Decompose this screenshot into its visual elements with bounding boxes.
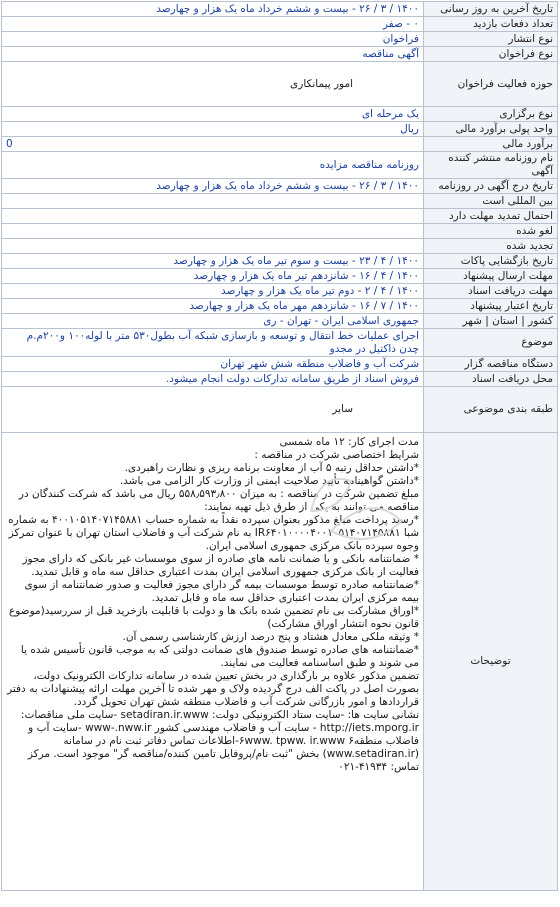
row-label: تاریخ اعتبار پیشنهاد bbox=[424, 299, 558, 314]
row-value bbox=[2, 194, 424, 209]
row-label: واحد پولی برآورد مالی bbox=[424, 122, 558, 137]
row-value: اجرای عملیات خط انتقال و توسعه و بازسازی شبکه آب بطول۵۳۰ متر با لوله۱۰۰ و۲۰۰م.م چدن داکتیل در مجدو bbox=[2, 329, 424, 357]
info-row bbox=[2, 107, 558, 122]
info-row bbox=[2, 62, 558, 107]
info-row bbox=[2, 387, 558, 433]
info-row bbox=[2, 269, 558, 284]
info-row bbox=[2, 32, 558, 47]
row-value: ۱۴۰۰ / ۳ / ۲۶ - بیست و ششم خرداد ماه یک هزار و چهارصد bbox=[2, 2, 424, 17]
row-label: مهلت دریافت اسناد bbox=[424, 284, 558, 299]
row-value: ۱۴۰۰ / ۳ / ۲۶ - بیست و ششم خرداد ماه یک هزار و چهارصد bbox=[2, 179, 424, 194]
row-value: شرکت آب و فاضلاب منطقه شش شهر تهران bbox=[2, 357, 424, 372]
row-label: نام روزنامه منتشر کننده آگهی bbox=[424, 152, 558, 179]
info-row bbox=[2, 47, 558, 62]
row-label: موضوع bbox=[424, 329, 558, 357]
description-line: *داشتن گواهینامه تأیید صلاحیت ایمنی از وزارت کار الزامی می باشد. bbox=[119, 475, 419, 487]
row-value: روزنامه مناقصه مزایده bbox=[2, 152, 424, 179]
row-label: احتمال تمدید مهلت دارد bbox=[424, 209, 558, 224]
row-label: نوع انتشار bbox=[424, 32, 558, 47]
description-line: * ضمانتنامه بانکی و یا ضمانت نامه های صادره از سوی موسسات غیر بانکی که دارای مجوز فعالیت از بانک مرکزی جمهوری اسلامی ایران بمدت اعتباری حداقل سه ماه و قابل تمدید. bbox=[22, 553, 419, 578]
description-line: نشانی سایت ها: -سایت ستاد الکترونیکی دولت: setadiran.ir.www -سایت ملی مناقصات: http://iets.mporg.ir - سایت آب و فاضلاب مهندسی کشور www-.nww.ir -سایت آب و فاضلاب منطقه۶ ۶www. tpww. ir.www-اطلاعات تماس دفاتر ثبت نام در سامانه (www.setadiran.ir) بخش "ثبت نام/پروفایل تامین کننده/مناقصه گر" موجود است. مرکز تماس: ۴۱۹۳۴-۰۲۱ bbox=[20, 709, 419, 773]
info-row bbox=[2, 194, 558, 209]
row-label: دستگاه مناقصه گزار bbox=[424, 357, 558, 372]
row-label: نوع فراخوان bbox=[424, 47, 558, 62]
description-line: مدت اجرای کار: ۱۲ ماه شمسی bbox=[279, 436, 419, 448]
row-value: سایر bbox=[2, 387, 424, 433]
tender-details-table-wrap bbox=[1, 1, 558, 891]
row-label: حوزه فعالیت فراخوان bbox=[424, 62, 558, 107]
tender-details-table bbox=[1, 1, 558, 891]
description-line: تضمین مذکور علاوه بر بارگذاری در بخش تعیین شده در سامانه تدارکات الکترونیک دولت، بصورت اصل در پاکت الف درج گردیده ولاک و مهر شده تا آخرین مهلت ارائه پیشنهادات به دفتر قراردادها و امور بازرگانی شرکت آب و فاضلاب منطقه شش تهران تحویل گردد. bbox=[7, 670, 419, 708]
row-value: امور پیمانکاری bbox=[2, 62, 424, 107]
row-value: 0 bbox=[2, 137, 424, 152]
info-row bbox=[2, 152, 558, 179]
info-row bbox=[2, 329, 558, 357]
row-label: تعداد دفعات بازدید bbox=[424, 17, 558, 32]
info-row bbox=[2, 239, 558, 254]
info-row bbox=[2, 284, 558, 299]
row-label: مهلت ارسال پیشنهاد bbox=[424, 269, 558, 284]
info-row bbox=[2, 357, 558, 372]
description-line: *ضمانتنامه صادره توسط موسسات بیمه گر دارای مجوز فعالیت و صدور ضمانتنامه از سوی بیمه مرکزی ایران بمدت اعتباری حداقل سه ماه و قابل تمدید. bbox=[24, 579, 419, 604]
info-row bbox=[2, 209, 558, 224]
description-line: *داشتن حداقل رتبه ۵ آب از معاونت برنامه ریزی و نظارت راهبردی. bbox=[124, 462, 419, 474]
row-label: برآورد مالی bbox=[424, 137, 558, 152]
row-value: فروش اسناد از طریق سامانه تدارکات دولت انجام میشود. bbox=[2, 372, 424, 387]
row-value: ریال bbox=[2, 122, 424, 137]
row-label: طبقه بندی موضوعی bbox=[424, 387, 558, 433]
description-line: * وثیقه ملکی معادل هشتاد و پنج درصد ارزش کارشناسی رسمی آن. bbox=[122, 631, 419, 643]
row-label: تاریخ درج آگهی در روزنامه bbox=[424, 179, 558, 194]
info-row bbox=[2, 254, 558, 269]
row-label: لغو شده bbox=[424, 224, 558, 239]
row-value: ۰ - صفر bbox=[2, 17, 424, 32]
description-label: توضیحات bbox=[424, 433, 558, 891]
row-value: ۱۴۰۰ / ۴ / ۲۳ - بیست و سوم تیر ماه یک هزار و چهارصد bbox=[2, 254, 424, 269]
description-line: *ضمانتنامه های صادره توسط صندوق های ضمانت دولتی که به موجب قانون تأسیس شده یا می شوند و طبق اساسنامه فعالیت می نمایند. bbox=[20, 644, 419, 669]
row-label: تجدید شده bbox=[424, 239, 558, 254]
info-row bbox=[2, 137, 558, 152]
row-value bbox=[2, 239, 424, 254]
info-row bbox=[2, 2, 558, 17]
row-value bbox=[2, 209, 424, 224]
row-value: ۱۴۰۰ / ۴ / ۲ - دوم تیر ماه یک هزار و چهارصد bbox=[2, 284, 424, 299]
row-value: ۱۴۰۰ / ۷ / ۱۶ - شانزدهم مهر ماه یک هزار و چهارصد bbox=[2, 299, 424, 314]
row-value: جمهوری اسلامی ایران - تهران - ری bbox=[2, 314, 424, 329]
description-text bbox=[2, 433, 424, 891]
info-row bbox=[2, 179, 558, 194]
info-row bbox=[2, 314, 558, 329]
description-line: شرایط اختصاصی شرکت در مناقصه : bbox=[254, 449, 419, 461]
row-value bbox=[2, 224, 424, 239]
description-line: مبلغ تضمین شرکت در مناقصه : به میزان ۵۵۸٫۵۹۳٫۸۰۰ ریال می باشد که شرکت کنندگان در مناقصه می توانند به یکی از طرق ذیل تهیه نمایند: bbox=[18, 488, 419, 513]
info-row bbox=[2, 372, 558, 387]
row-label: بین المللی است bbox=[424, 194, 558, 209]
description-row bbox=[2, 433, 558, 891]
row-label: محل دریافت اسناد bbox=[424, 372, 558, 387]
row-value: آگهی مناقصه bbox=[2, 47, 424, 62]
row-label: نوع برگزاری bbox=[424, 107, 558, 122]
row-value: یک مرحله ای bbox=[2, 107, 424, 122]
info-row bbox=[2, 17, 558, 32]
row-label: کشور | استان | شهر bbox=[424, 314, 558, 329]
description-line: *رسید پرداخت مبلغ مذکور بعنوان سپرده نقداً به شماره حساب ۴۰۰۱۰۵۱۴۰۷۱۴۵۸۸۱ به شماره شبا IR۶۴۰۱۰۰۰۰۴۰۰۱۰۵۱۴۰۷۱۴۵۸۸۱ به نام شرکت آب و فاضلاب استان تهران با عنوان تمرکز وجوه سپرده بانک مرکزی جمهوری اسلامی ایران. bbox=[8, 514, 419, 552]
row-label: تاریخ آخرین به روز رسانی bbox=[424, 2, 558, 17]
info-row bbox=[2, 299, 558, 314]
info-row bbox=[2, 122, 558, 137]
row-value: فراخوان bbox=[2, 32, 424, 47]
row-value: ۱۴۰۰ / ۴ / ۱۶ - شانزدهم تیر ماه یک هزار و چهارصد bbox=[2, 269, 424, 284]
description-line: *اوراق مشارکت بی نام تضمین شده بانک ها و دولت با قابلیت بازخرید قبل از سررسید(موضوع قانون نحوه انتشار اوراق مشارکت) bbox=[8, 605, 419, 630]
row-label: تاریخ بازگشایی پاکات bbox=[424, 254, 558, 269]
info-row bbox=[2, 224, 558, 239]
